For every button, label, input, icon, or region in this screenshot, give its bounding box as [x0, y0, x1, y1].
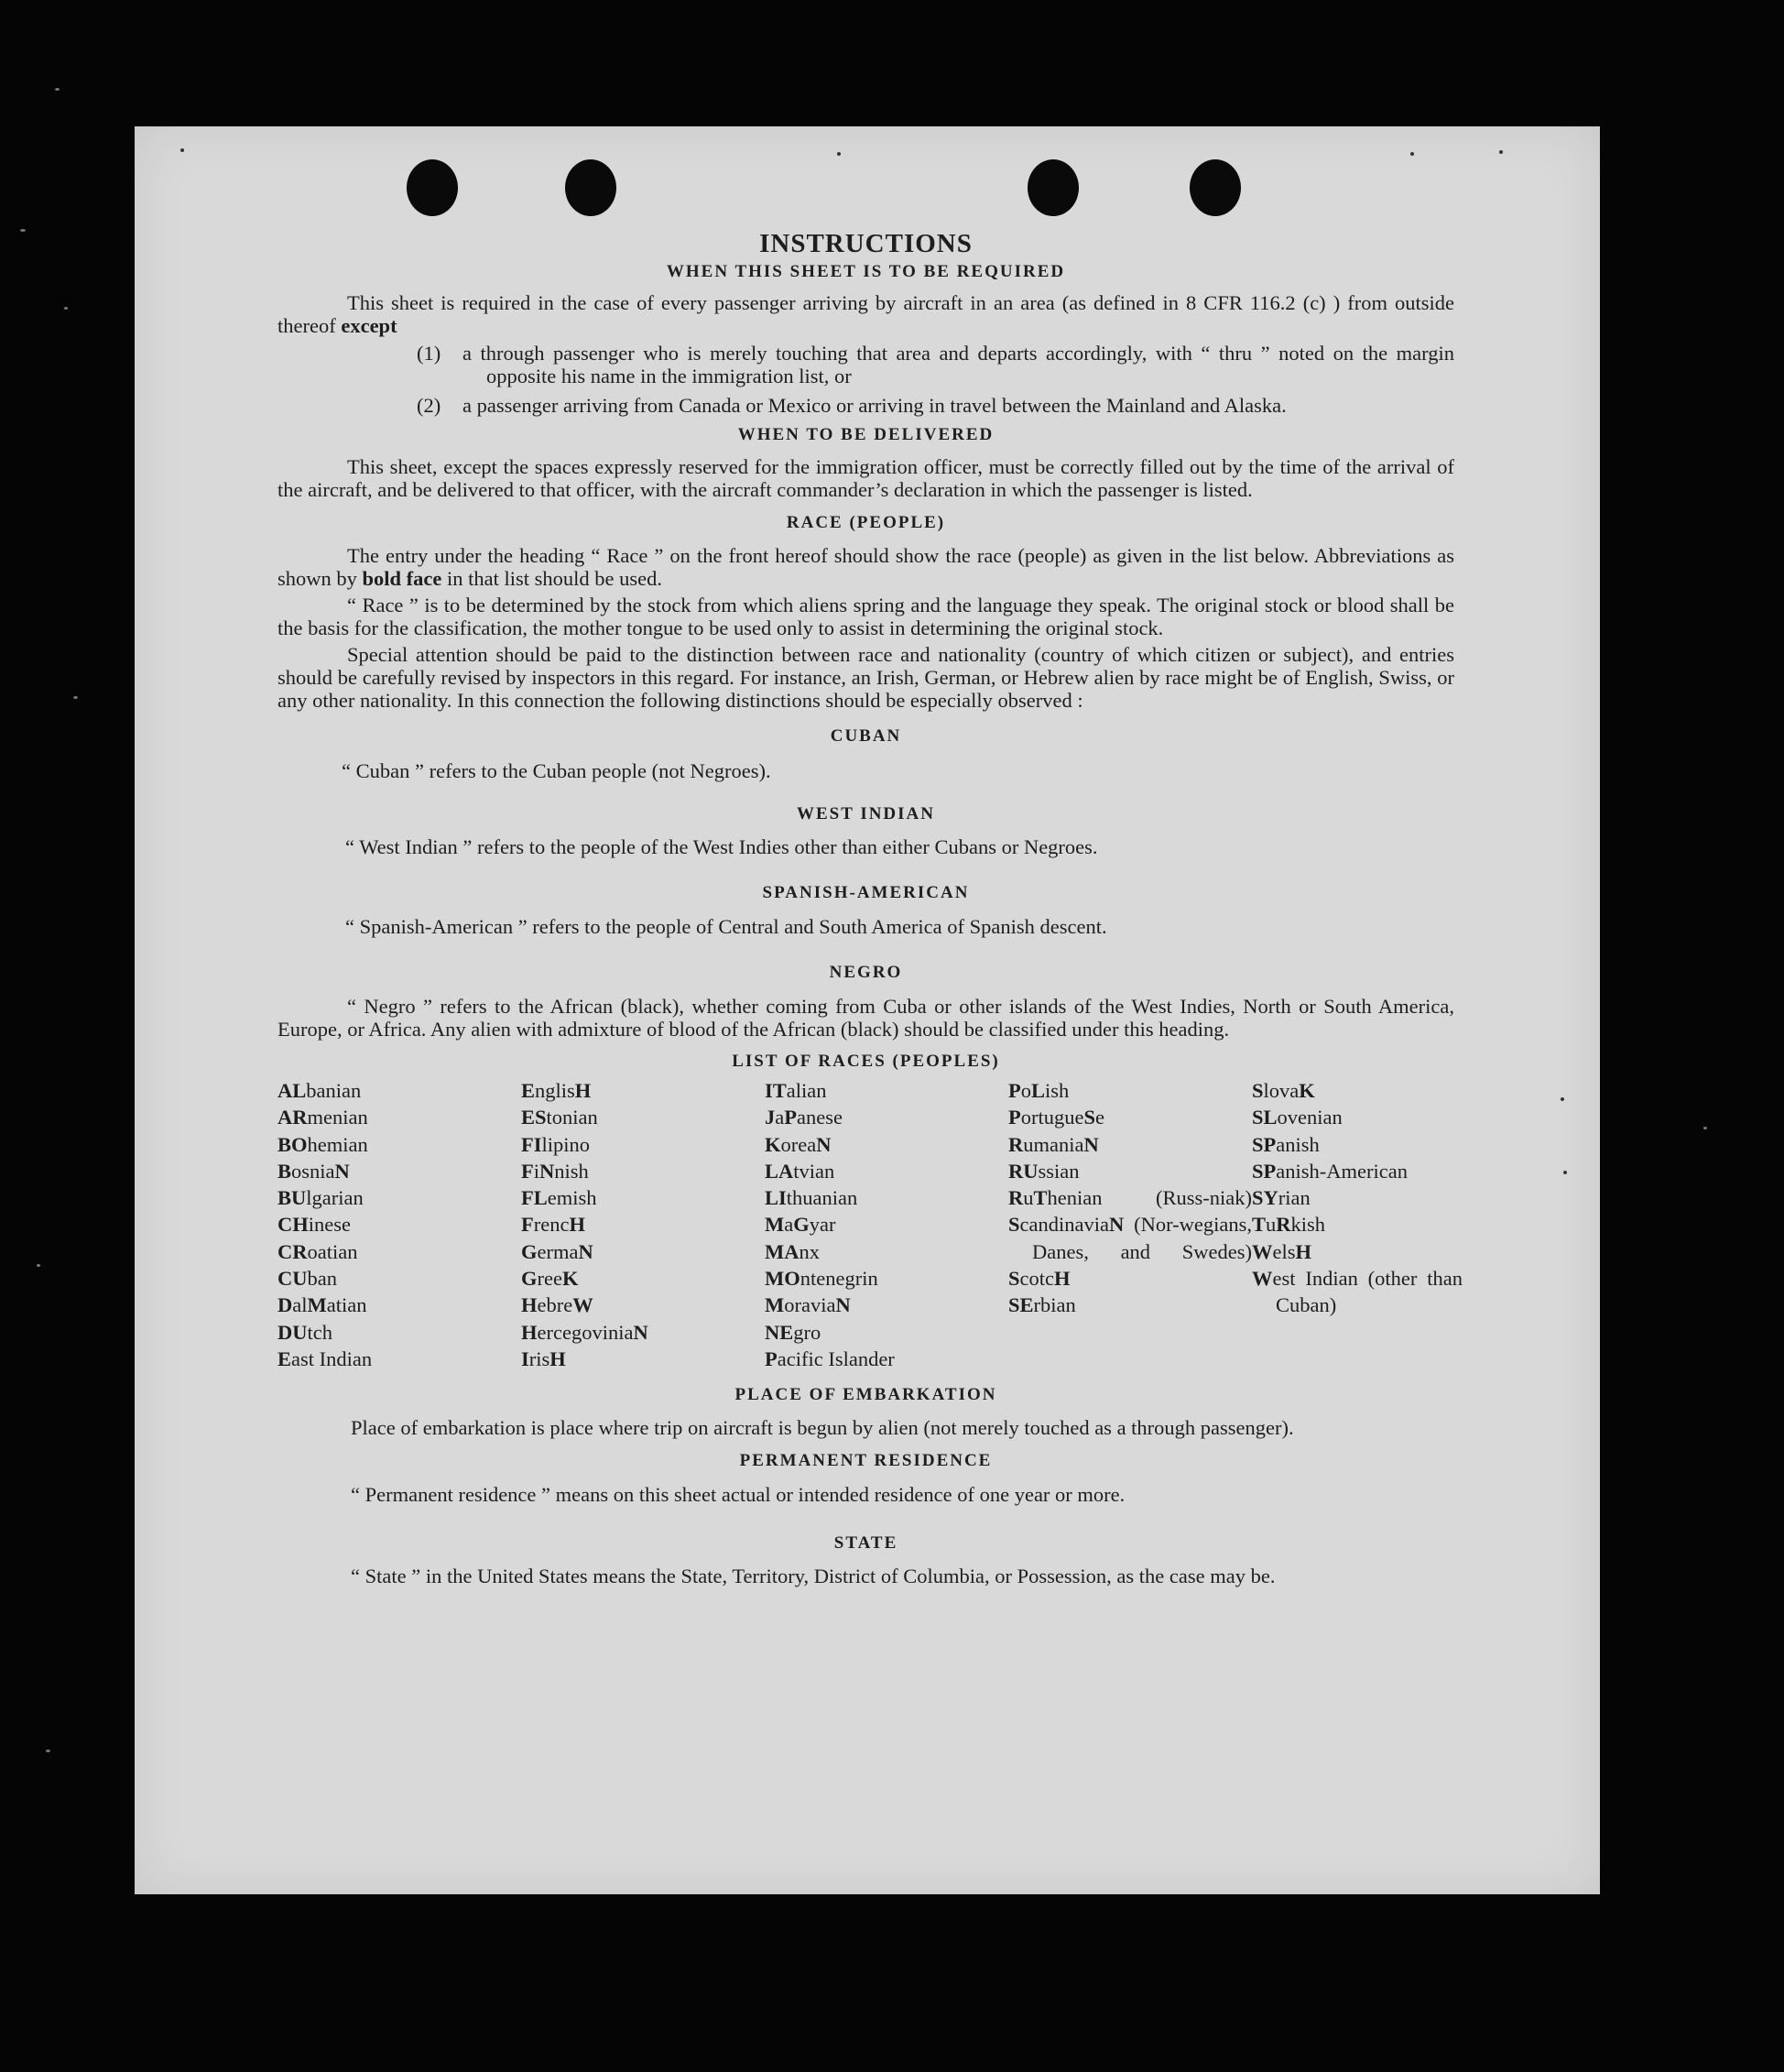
race-entry: West Indian (other than Cuban): [1252, 1267, 1463, 1317]
race-entry: SlovaK: [1252, 1079, 1315, 1102]
speck: [1703, 1127, 1707, 1129]
race-entry: Pacific Islander: [765, 1347, 895, 1370]
race-paragraph-2: “ Race ” is to be determined by the stock from which aliens spring and the language they speak. The original stock or blood shall be the basis for the classification, the mother tongue to be used only to assist in determining the original stock.: [277, 594, 1454, 639]
race-entry: EnglisH: [521, 1079, 592, 1102]
embarkation-text: Place of embarkation is place where trip on aircraft is begun by alien (not merely touched as a through passenger).: [351, 1416, 1294, 1440]
required-intro: [277, 291, 1454, 337]
mark: [1499, 150, 1503, 154]
section-heading-west-indian: WEST INDIAN: [797, 804, 935, 823]
race-entry: MOntenegrin: [765, 1267, 878, 1291]
race-entry: SPanish: [1252, 1132, 1320, 1156]
race-entry: LIthuanian: [765, 1186, 858, 1210]
speck: [64, 307, 68, 310]
punch-hole: [1028, 159, 1079, 216]
section-heading-residence: PERMANENT RESIDENCE: [739, 1451, 993, 1471]
spanish-american-text: “ Spanish-American ” refers to the people of Central and South America of Spanish descent.: [345, 915, 1107, 938]
race-entry: MoraviaN: [765, 1293, 851, 1317]
race-entry: CUban: [277, 1267, 337, 1291]
race-entry: BUlgarian: [277, 1186, 364, 1210]
race-entry: BOhemian: [277, 1132, 368, 1156]
race-entry: GermaN: [521, 1239, 593, 1263]
list-item: [417, 394, 1454, 417]
section-heading-spanish-american: SPANISH-AMERICAN: [762, 883, 970, 902]
mark: [1410, 152, 1414, 156]
punch-hole: [407, 159, 458, 216]
list-item-text: a passenger arriving from Canada or Mexico or arriving in travel between the Mainland and Alaska.: [462, 394, 1287, 417]
race-entry: NEgro: [765, 1320, 821, 1344]
race-entry: ITalian: [765, 1079, 827, 1102]
required-intro-bold: except: [341, 314, 397, 337]
list-item-number: (2): [417, 394, 441, 417]
mark: [180, 148, 184, 152]
race-entry: IrisH: [521, 1347, 566, 1370]
race-entry: KoreaN: [765, 1132, 832, 1156]
list-item: [417, 342, 1454, 387]
race-entry: HebreW: [521, 1293, 593, 1317]
race-entry: WelsH: [1252, 1239, 1312, 1263]
negro-text: “ Negro ” refers to the African (black), whether coming from Cuba or other islands of the West Indies, North or South America, Europe, or Africa. Any alien with admixture of blood of the African (black) should be classified under this heading.: [277, 995, 1454, 1041]
race-entry: SErbian: [1008, 1293, 1076, 1317]
race-entry: MaGyar: [765, 1213, 836, 1237]
speck: [46, 1750, 50, 1752]
race-entry: RuThenian (Russ-niak): [1008, 1186, 1252, 1210]
race-entry: SPanish-American: [1252, 1159, 1408, 1183]
race-entry: DUtch: [277, 1320, 332, 1344]
state-text: “ State ” in the United States means the State, Territory, District of Columbia, or Possession, as the case may be.: [351, 1565, 1276, 1588]
required-intro-text: This sheet is required in the case of every passenger arriving by aircraft in an area (as defined in 8 CFR 116.2 (c) ) from outside thereof: [277, 291, 1454, 337]
list-item-number: (1): [417, 342, 441, 365]
race-entry: LAtvian: [765, 1159, 835, 1183]
cuban-text: “ Cuban ” refers to the Cuban people (not Negroes).: [342, 759, 771, 782]
section-heading-delivered: WHEN TO BE DELIVERED: [737, 425, 995, 444]
race-entry: ScandinaviaN (Nor-wegians, Danes, and Swedes): [1008, 1213, 1252, 1263]
punch-hole: [565, 159, 616, 216]
races-column: [1008, 1077, 1252, 1372]
instructions-content: [277, 227, 1463, 1588]
race-entry: GreeK: [521, 1267, 579, 1291]
speck: [55, 88, 60, 91]
punch-hole: [1190, 159, 1241, 216]
race-entry: HercegoviniaN: [521, 1320, 648, 1344]
race-entry: TuRkish: [1252, 1213, 1326, 1237]
race-entry: East Indian: [277, 1347, 373, 1370]
race-entry: MAnx: [765, 1239, 820, 1263]
race-paragraph-1: [277, 544, 1454, 590]
race-paragraph-3: Special attention should be paid to the distinction between race and nationality (country of which citizen or subject), and entries should be carefully revised by inspectors in this regard. For instance, an Irish, German, or Hebrew alien by race might be of English, Swiss, or any other nationality. In this connection the following distinctions should be especially observed :: [277, 643, 1454, 712]
race-p1-bold: bold face: [362, 567, 442, 590]
race-entry: DalMatian: [277, 1293, 367, 1317]
race-entry: RumaniaN: [1008, 1132, 1099, 1156]
mark: [837, 152, 841, 156]
section-heading-negro: NEGRO: [829, 963, 903, 982]
race-entry: FLemish: [521, 1186, 597, 1210]
races-column: [521, 1077, 765, 1372]
speck: [73, 696, 78, 699]
race-entry: CRoatian: [277, 1239, 358, 1263]
race-entry: RUssian: [1008, 1159, 1080, 1183]
mark: [1563, 1171, 1567, 1174]
page-title: INSTRUCTIONS: [759, 229, 973, 258]
speck: [37, 1264, 40, 1267]
document-sheet: [135, 126, 1600, 1894]
race-p1-text: The entry under the heading “ Race ” on the front hereof should show the race (people) as given in the list below. Abbreviations as shown by: [277, 544, 1454, 590]
races-column: [277, 1077, 521, 1372]
delivered-text: This sheet, except the spaces expressly reserved for the immigration officer, must be correctly filled out by the time of the arrival of the aircraft, and be delivered to that officer, with the aircraft commander’s declaration in which the passenger is listed.: [277, 455, 1454, 501]
race-entry: ScotcH: [1008, 1267, 1071, 1291]
race-p1-text-end: in that list should be used.: [447, 567, 663, 590]
section-heading-state: STATE: [833, 1533, 898, 1554]
section-heading-list-of-races: LIST OF RACES (PEOPLES): [732, 1052, 1000, 1071]
races-list: [277, 1077, 1463, 1372]
race-entry: ALbanian: [277, 1079, 362, 1102]
races-column: [1252, 1077, 1463, 1372]
list-item-text: a through passenger who is merely touching that area and departs accordingly, with “ thru ” noted on the margin opposite his name in the immigration list, or: [462, 342, 1454, 387]
race-entry: PoLish: [1008, 1079, 1070, 1102]
race-entry: SYrian: [1252, 1186, 1311, 1210]
section-heading-race: RACE (PEOPLE): [786, 513, 946, 532]
race-entry: EStonian: [521, 1106, 598, 1129]
mark: [1561, 1097, 1564, 1101]
race-entry: FrencH: [521, 1213, 585, 1237]
race-entry: BosniaN: [277, 1159, 350, 1183]
section-heading-required: WHEN THIS SHEET IS TO BE REQUIRED: [666, 262, 1066, 281]
race-entry: PortugueSe: [1008, 1106, 1104, 1129]
race-entry: ARmenian: [277, 1106, 368, 1129]
race-entry: CHinese: [277, 1213, 351, 1237]
race-entry: SLovenian: [1252, 1106, 1343, 1129]
speck: [20, 229, 26, 232]
residence-text: “ Permanent residence ” means on this sheet actual or intended residence of one year or more.: [351, 1483, 1126, 1507]
section-heading-embarkation: PLACE OF EMBARKATION: [734, 1385, 997, 1405]
race-entry: FIlipino: [521, 1132, 591, 1156]
races-column: [765, 1077, 1008, 1372]
race-entry: JaPanese: [765, 1106, 843, 1129]
section-heading-cuban: CUBAN: [830, 726, 902, 746]
race-entry: FiNnish: [521, 1159, 589, 1183]
west-indian-text: “ West Indian ” refers to the people of the West Indies other than either Cubans or Negroes.: [345, 835, 1098, 858]
